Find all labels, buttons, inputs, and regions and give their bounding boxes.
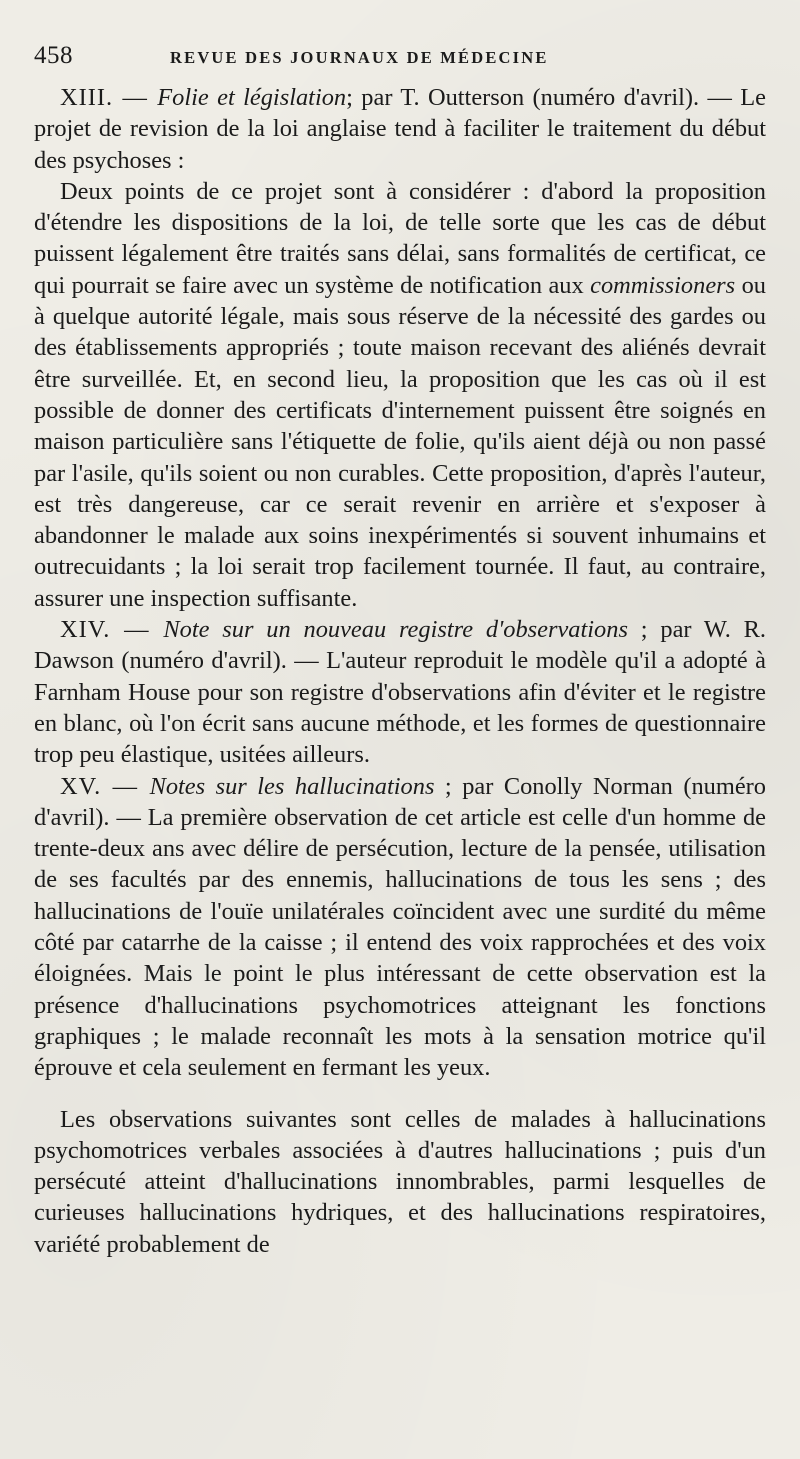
article-text: ; par Conolly Norman (numéro d'avril). — La première observation de cet article est celle d'un homme de trente-deux ans avec délire de persécution, lecture de la pensée, utilisation de ses facultés par des ennemis, hallucinations de tous les sens ; des hallucinations de l'ouïe unilatérales coïncident avec une surdité du même côté par catarrhe de la caisse ; il entend des voix rapprochées et des voix éloignées. Mais le point le plus intéressant de cette observation est la présence d'hallucinations psychomotrices atteignant les fonctions graphiques ; le malade reconnaît les mots à la sensation motrice qu'il éprouve et cela seulement en fermant les yeux. — [34, 772, 766, 1082]
article-xiii-body — [34, 176, 766, 614]
article-number: XIV. — — [60, 616, 164, 644]
article-number: XIII. — — [60, 84, 158, 111]
article-xiii-heading — [34, 82, 766, 176]
article-number: XV. — — [60, 772, 150, 800]
article-title: Folie et législation — [157, 84, 347, 111]
page-header — [34, 42, 766, 76]
article-text: ; par W. R. Dawson (numéro d'avril). — L'auteur reproduit le modèle qu'il a adopté à Farnham House pour son registre d'observations afin d'éviter et le registre en blanc, où l'on écrit sans aucune méthode, et les formes de questionnaire trop peu élastique, usitées ailleurs. — [34, 616, 767, 769]
body-text: Les observations suivantes sont celles de malades à hallucinations psychomotrices verbales associées à d'autres hallucinations ; puis d'un persécuté atteint d'hallucinations innombrables, parmi lesquelles de curieuses hallucinations hydriques, et des hallucinations respiratoires, variété probablement de — [34, 1105, 766, 1258]
body-text: Deux points de ce projet sont à considérer : d'abord la proposition d'étendre les dispositions de la loi, de telle sorte que les cas de début puissent légalement être traités sans délai, sans formalités de certificat, ce qui pourrait se faire avec un système de notification aux — [34, 177, 766, 299]
article-xv-continued — [34, 1104, 766, 1260]
italic-term: commissioners — [590, 271, 736, 299]
body-text: ou à quelque autorité légale, mais sous réserve de la nécessité des gardes ou des établissements appropriés ; toute maison recevant des aliénés devrait être surveillée. Et, en second lieu, la proposition que les cas où il est possible de donner des certificats d'internement puissent être soignés en maison particulière sans l'étiquette de folie, qu'ils aient déjà ou non passé par l'asile, qu'ils soient ou non curables. Cette proposition, d'après l'auteur, est très dangereuse, car ce serait revenir en arrière et s'exposer à abandonner le malade aux soins inexpérimentés si souvent inhumains et outrecuidants ; la loi serait trop facilement tournée. Il faut, au contraire, assurer une inspection suffisante. — [34, 271, 766, 612]
running-title: REVUE DES JOURNAUX DE MÉDECINE — [170, 48, 549, 67]
article-title: Note sur un nouveau registre d'observations — [163, 616, 628, 644]
article-xv — [34, 771, 766, 1084]
article-text: ; par T. Outterson (numéro d'avril). — Le projet de revision de la loi anglaise tend à faciliter le traitement du début des psychoses : — [34, 84, 766, 174]
article-title: Notes sur les hallucinations — [149, 772, 435, 800]
article-xiv — [34, 614, 766, 770]
page-number: 458 — [34, 42, 73, 69]
